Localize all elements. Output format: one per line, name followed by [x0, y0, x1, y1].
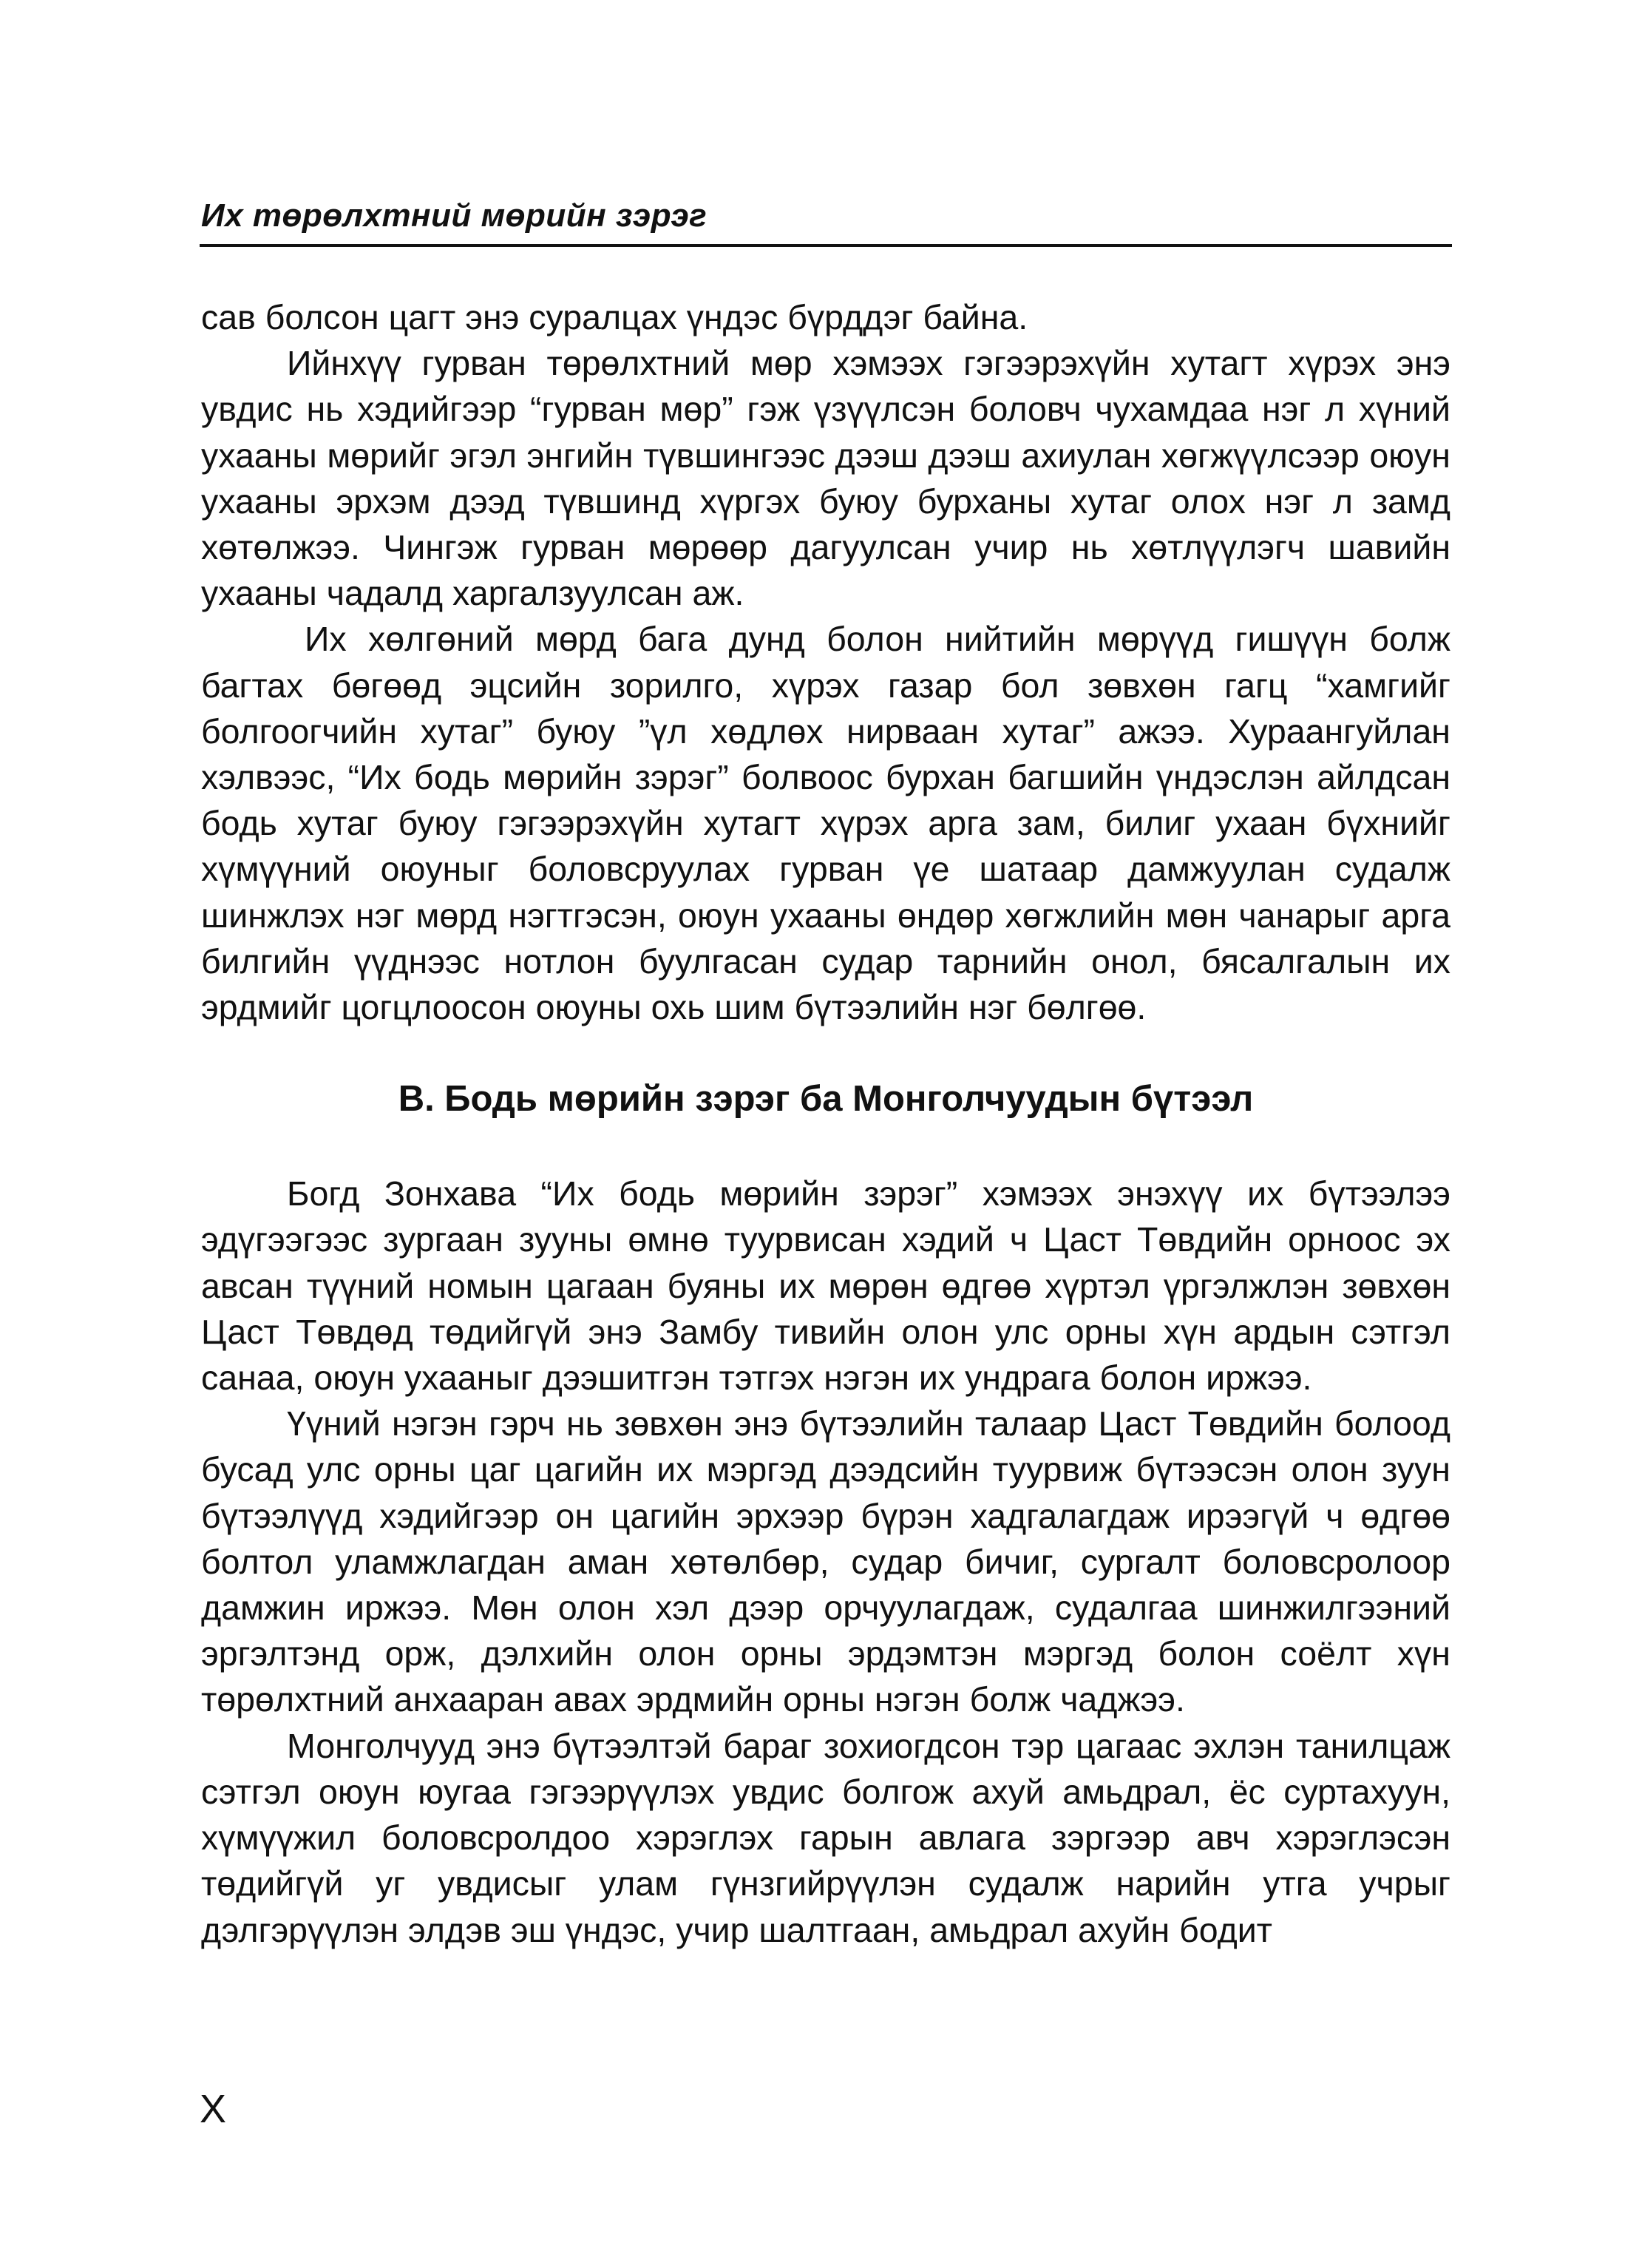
paragraph: Их хөлгөний мөрд бага дунд болон нийтийн мөрүүд гишүүн болж багтах бөгөөд эцсийн зорилго, хүрэх газар бол зөвхөн гагц “хамгийг болгоогчийн хутаг” буюу ”үл хөдлөх нирваан хутаг” ажээ. Хураангуйлан хэлвээс, “Их бодь мөрийн зэрэг” болвоос бурхан багшийн үндэслэн айлдсан бодь хутаг буюу гэгээрэхүйн хутагт хүрэх арга зам, билиг ухаан бүхнийг хүмүүний оюуныг боловсруулах гурван үе шатаар дамжуулан судалж шинжлэх нэг мөрд нэгтгэсэн, оюун ухааны өндөр хөгжлийн мөн чанарыг арга билгийн үүднээс нотлон буулгасан судар тарнийн онол, бясалгалын их эрдмийг цогцлоосон оюуны охь шим бүтээлийн нэг бөлгөө.	[201, 620, 1450, 1027]
section-heading: В. Бодь мөрийн зэрэг ба Монголчуудын бүтээл	[398, 1079, 1254, 1120]
paragraph-continuation: сав болсон цагт энэ суралцах үндэс бүрддэг байна.	[201, 298, 1028, 336]
paragraph: Үүний нэгэн гэрч нь зөвхөн энэ бүтээлийн талаар Цаст Төвдийн болоод бусад улс орны цаг цагийн их мэргэд дээдсийн туурвиж бүтээсэн олон зуун бүтээлүүд хэдийгээр он цагийн эрхээр бүрэн хадгалагдаж ирээгүй ч өдгөө болтол уламжлагдан аман хөтөлбөр, судар бичиг, сургалт боловсролоор дамжин иржээ. Мөн олон хэл дээр орчуулагдаж, судалгаа шинжилгээний эргэлтэнд орж, дэлхийн олон орны эрдэмтэн мэргэд болон соёлт хүн төрөлхтний анхааран авах эрдмийн орны нэгэн болж чаджээ.	[201, 1404, 1450, 1719]
page-number: X	[200, 2087, 227, 2131]
running-header-title: Их төрөлхтний мөрийн зэрэг	[201, 197, 707, 234]
body-text	[201, 294, 1450, 1953]
paragraph: Богд Зонхава “Их бодь мөрийн зэрэг” хэмээх энэхүү их бүтээлээ эдүгээгээс зургаан зууны өмнө туурвисан хэдий ч Цаст Төвдийн орноос эх авсан түүний номын цагаан буяны их мөрөн өдгөө хүртэл үргэлжлэн зөвхөн Цаст Төвдөд төдийгүй энэ Замбу тивийн олон улс орны хүн ардын сэтгэл санаа, оюун ухааныг дээшитгэн тэтгэх нэгэн их ундрага болон иржээ.	[201, 1174, 1450, 1398]
paragraph: Монголчууд энэ бүтээлтэй бараг зохиогдсон тэр цагаас эхлэн танилцаж сэтгэл оюун юугаа гэгээрүүлэх увдис болгож ахуй амьдрал, ёс суртахуун, хүмүүжил боловсролдоо хэрэглэх гарын авлага зэргээр авч хэрэглэсэн төдийгүй уг увдисыг улам гүнзгийрүүлэн судалж нарийн утга учрыг дэлгэрүүлэн элдэв эш үндэс, учир шалтгаан, амьдрал ахуйн бодит	[201, 1726, 1450, 1949]
paragraph: Ийнхүү гурван төрөлхтний мөр хэмээх гэгээрэхүйн хутагт хүрэх энэ увдис нь хэдийгээр “гурван мөр” гэж үзүүлсэн боловч чухамдаа нэг л хүний ухааны мөрийг эгэл энгийн түвшингээс дээш дээш ахиулан хөгжүүлсээр оюун ухааны эрхэм дээд түвшинд хүргэх буюу бурханы хутаг олох нэг л замд хөтөлжээ. Чингэж гурван мөрөөр дагуулсан учир нь хөтлүүлэгч шавийн ухааны чадалд харгалзуулсан аж.	[201, 344, 1450, 613]
header-divider	[200, 244, 1452, 247]
